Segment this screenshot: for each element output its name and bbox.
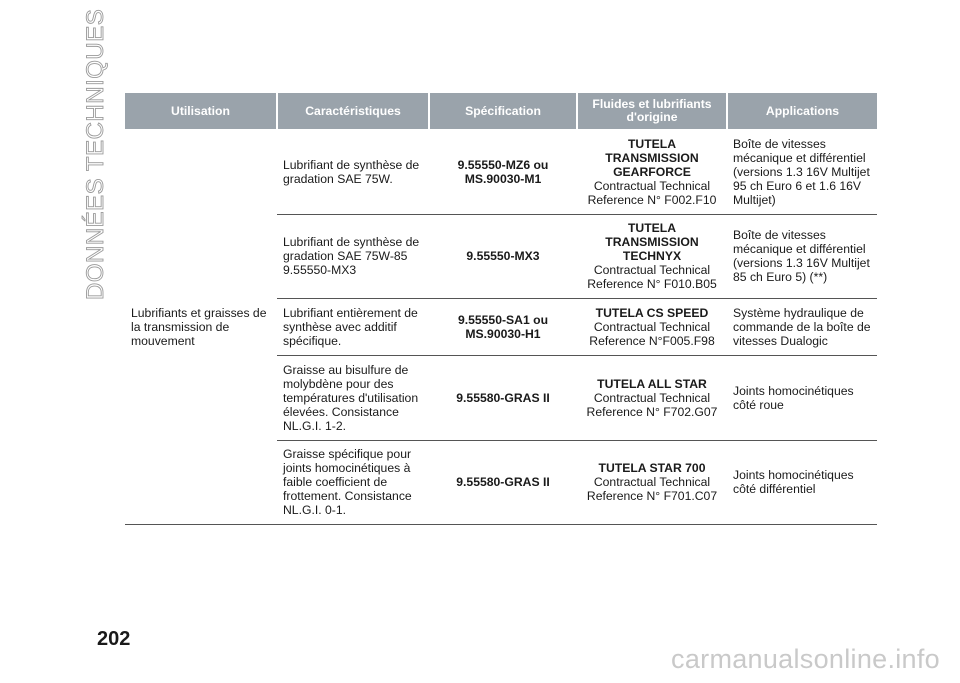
table-header-row (125, 93, 877, 130)
application-cell: Boîte de vitesses mécanique et différentiel (versions 1.3 16V Multijet 85 ch Euro 5) (**) (727, 214, 877, 298)
application-cell: Boîte de vitesses mécanique et différentiel (versions 1.3 16V Multijet 95 ch Euro 6 et 1.6 16V Multijet) (727, 130, 877, 214)
table-body (125, 130, 877, 524)
specification-cell: 9.55550-MZ6 ou MS.90030-M1 (429, 130, 577, 214)
fluid-cell (577, 214, 727, 298)
fluid-cell (577, 298, 727, 355)
header-caracteristiques: Caractéristiques (277, 93, 429, 130)
fluid-name: TUTELA TRANSMISSION TECHNYX (605, 221, 699, 263)
page-number: 202 (97, 628, 131, 650)
fluid-name: TUTELA ALL STAR (597, 376, 707, 391)
fluid-reference: Contractual Technical Reference N° F010.B05 (587, 263, 717, 291)
table-row (125, 130, 877, 214)
caracteristiques-cell: Lubrifiant entièrement de synthèse avec additif spécifique. (277, 298, 429, 355)
fluid-cell (577, 440, 727, 524)
fluid-cell (577, 130, 727, 214)
application-cell: Joints homocinétiques côté différentiel (727, 440, 877, 524)
usage-cell: Lubrifiants et graisses de la transmission de mouvement (125, 130, 277, 524)
header-applications: Applications (727, 93, 877, 130)
caracteristiques-cell: Graisse spécifique pour joints homocinétiques à faible coefficient de frottement. Consistance NL.G.I. 0-1. (277, 440, 429, 524)
caracteristiques-cell: Lubrifiant de synthèse de gradation SAE 75W. (277, 130, 429, 214)
caracteristiques-cell: Graisse au bisulfure de molybdène pour des températures d'utilisation élevées. Consistance NL.G.I. 1-2. (277, 355, 429, 440)
watermark: carmanualsonline.info (671, 644, 940, 674)
caracteristiques-cell: Lubrifiant de synthèse de gradation SAE 75W-85 9.55550-MX3 (277, 214, 429, 298)
fluid-reference: Contractual Technical Reference N°F005.F98 (589, 319, 715, 348)
fluid-name: TUTELA TRANSMISSION GEARFORCE (605, 137, 699, 180)
fluid-cell (577, 355, 727, 440)
specification-cell: 9.55580-GRAS II (429, 355, 577, 440)
fluid-reference: Contractual Technical Reference N° F002.F10 (587, 179, 717, 208)
specification-cell: 9.55550-SA1 ou MS.90030-H1 (429, 298, 577, 355)
table-header (125, 93, 877, 130)
fluid-reference: Contractual Technical Reference N° F702.G07 (586, 390, 718, 419)
header-utilisation: Utilisation (125, 93, 277, 130)
header-fluides: Fluides et lubrifiants d'origine (577, 93, 727, 130)
section-title (80, 8, 120, 300)
fluid-reference: Contractual Technical Reference N° F701.C07 (586, 475, 718, 503)
specification-cell: 9.55580-GRAS II (429, 440, 577, 524)
lubricants-table (125, 93, 877, 525)
fluid-name: TUTELA STAR 700 (598, 461, 706, 475)
fluid-name: TUTELA CS SPEED (595, 305, 709, 320)
header-specification: Spécification (429, 93, 577, 130)
specification-cell: 9.55550-MX3 (429, 214, 577, 298)
section-title-text: DONNÉES TECHNIQUES (82, 8, 109, 300)
application-cell: Joints homocinétiques côté roue (727, 355, 877, 440)
application-cell: Système hydraulique de commande de la boîte de vitesses Dualogic (727, 298, 877, 355)
